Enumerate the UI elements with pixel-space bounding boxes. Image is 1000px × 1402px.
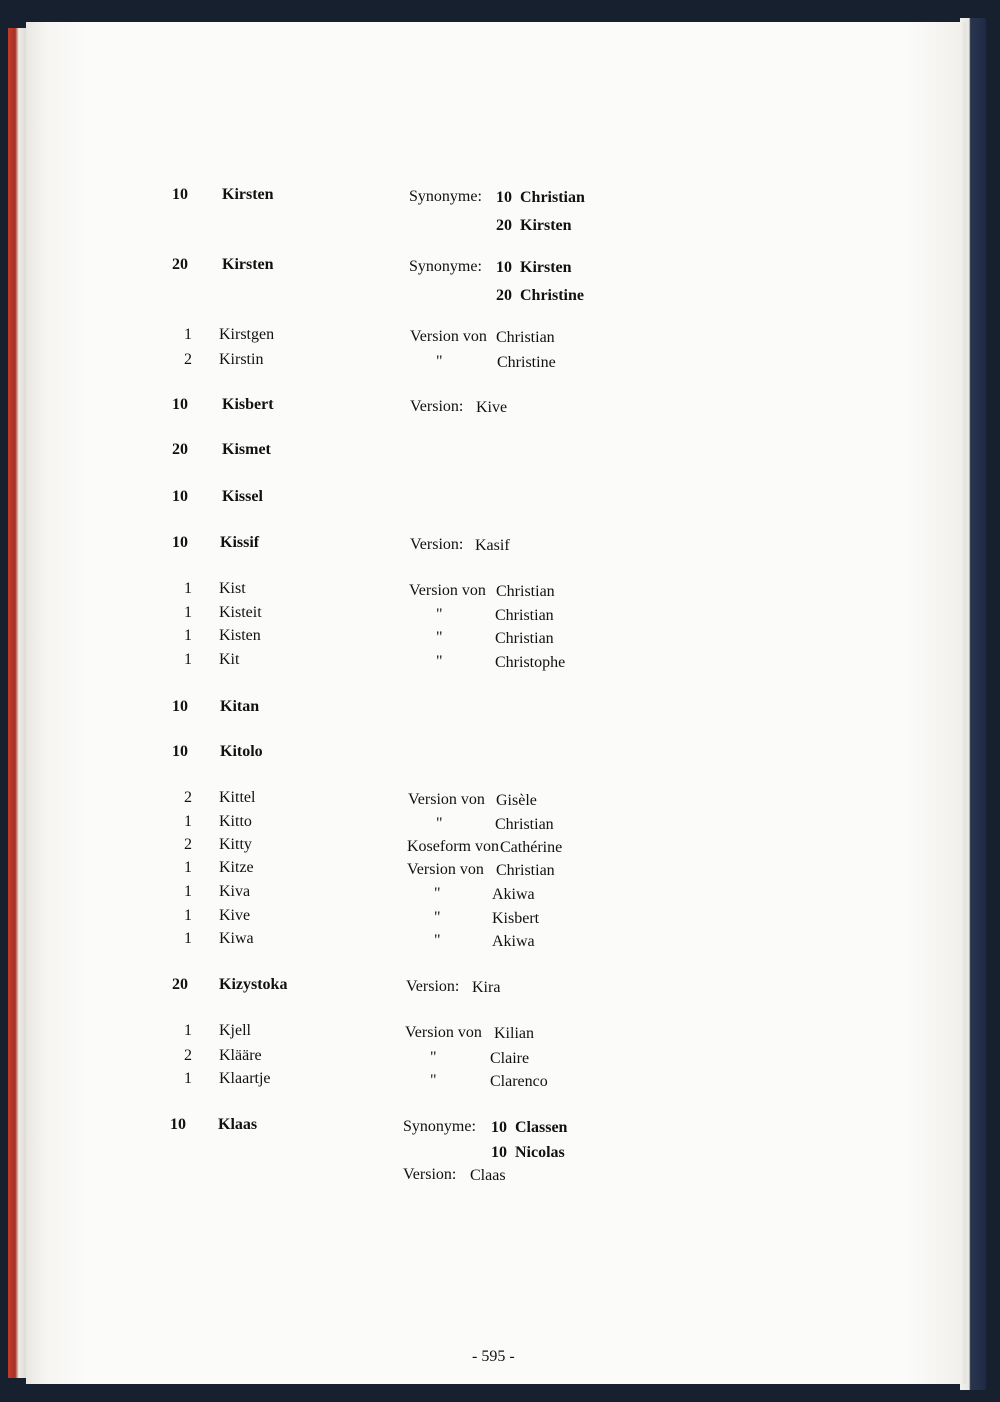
entry-note-label: Version von — [407, 861, 484, 878]
entry-number: 10 — [170, 1116, 186, 1133]
entry-number: 10 — [172, 534, 188, 551]
entry-number: 2 — [184, 836, 192, 853]
entry-note-label: " — [436, 629, 443, 646]
entry-number: 10 — [172, 186, 188, 203]
entry-name: Kisten — [219, 627, 261, 644]
entry-number: 10 — [172, 743, 188, 760]
entry-note-label: Version von — [409, 582, 486, 599]
entry-note-label: Synonyme: — [409, 188, 482, 205]
entry-number: 1 — [184, 907, 192, 924]
entry-note-label: Koseform von — [407, 838, 499, 855]
entry-name: Kitto — [219, 813, 252, 830]
entry-number: 1 — [184, 326, 192, 343]
entry-note-number: 20 — [496, 217, 512, 234]
entry-number: 1 — [184, 627, 192, 644]
entry-name: Kiwa — [219, 930, 254, 947]
entry-name: Kirstin — [219, 351, 264, 368]
entry-note-number: 10 — [491, 1144, 507, 1161]
entry-name: Kirsten — [222, 186, 274, 203]
entry-note-value: Christian — [495, 816, 554, 833]
entry-note-label: " — [430, 1049, 437, 1066]
entry-note-value: Kira — [472, 979, 501, 996]
entry-name: Kisteit — [219, 604, 262, 621]
entry-note-number: 10 — [496, 189, 512, 206]
entry-note-value: Nicolas — [515, 1144, 565, 1161]
entry-number: 20 — [172, 441, 188, 458]
entry-name: Kist — [219, 580, 246, 597]
entry-note-value: Christian — [495, 607, 554, 624]
entry-name: Kismet — [222, 441, 271, 458]
entry-note-label: " — [434, 885, 441, 902]
entry-note-label: " — [436, 653, 443, 670]
entry-number: 2 — [184, 351, 192, 368]
entry-number: 20 — [172, 256, 188, 273]
entry-note-value: Kive — [476, 399, 508, 416]
entry-note-number: 20 — [496, 287, 512, 304]
entry-name: Kissif — [220, 534, 260, 551]
entry-name: Kizystoka — [219, 976, 288, 993]
entry-name: Kit — [219, 651, 240, 668]
entry-number: 10 — [172, 396, 188, 413]
entry-note-value: Claire — [490, 1050, 530, 1067]
entry-number: 1 — [184, 1022, 192, 1039]
entry-name: Kirsten — [222, 256, 274, 273]
entry-number: 2 — [184, 789, 192, 806]
entry-name: Kitan — [220, 698, 260, 715]
entry-note-label: " — [436, 815, 443, 832]
entry-note-value: Christine — [520, 287, 584, 304]
entry-note-label: Synonyme: — [403, 1118, 476, 1135]
entry-name: Kiva — [219, 883, 251, 900]
entry-note-number: 10 — [496, 259, 512, 276]
entry-number: 1 — [184, 604, 192, 621]
entry-note-label: " — [436, 606, 443, 623]
entry-name: Klaartje — [219, 1070, 271, 1087]
entry-note-label: Version von — [410, 328, 487, 345]
entry-note-value: Kilian — [494, 1025, 534, 1042]
entry-name: Kissel — [222, 488, 263, 505]
entry-note-value: Christian — [496, 583, 555, 600]
entry-note-label: Version von — [408, 791, 485, 808]
entry-number: 10 — [172, 698, 188, 715]
entry-name: Kirstgen — [219, 326, 275, 343]
entry-number: 1 — [184, 859, 192, 876]
entry-note-label: Version: — [410, 536, 464, 553]
entry-note-value: Kirsten — [520, 259, 572, 276]
entry-note-value: Christine — [497, 354, 556, 371]
entry-note-label: Version von — [405, 1024, 482, 1041]
entry-note-value: Claas — [470, 1167, 506, 1184]
entry-name: Kittel — [219, 789, 256, 806]
entry-name: Kive — [219, 907, 251, 924]
entry-note-value: Akiwa — [492, 886, 535, 903]
entry-number: 1 — [184, 580, 192, 597]
entry-note-label: " — [434, 932, 441, 949]
entry-note-label: Version: — [410, 398, 464, 415]
entry-note-number: 10 — [491, 1119, 507, 1136]
entry-number: 1 — [184, 1070, 192, 1087]
entry-name: Kitze — [219, 859, 254, 876]
entry-note-value: Christian — [496, 329, 555, 346]
entry-number: 1 — [184, 883, 192, 900]
entry-note-value: Clarenco — [490, 1073, 548, 1090]
entry-note-label: Version: — [406, 978, 460, 995]
entry-note-value: Christian — [495, 630, 554, 647]
entry-name: Kitty — [219, 836, 252, 853]
entry-note-label: " — [436, 353, 443, 370]
entry-note-value: Kasif — [475, 537, 510, 554]
entry-note-label: Version: — [403, 1166, 457, 1183]
entry-note-value: Christophe — [495, 654, 566, 671]
page-edge-left — [8, 28, 26, 1378]
entry-number: 1 — [184, 813, 192, 830]
entry-note-label: " — [430, 1072, 437, 1089]
entry-note-label: " — [434, 909, 441, 926]
entry-name: Klaas — [218, 1116, 258, 1133]
entry-note-value: Kirsten — [520, 217, 572, 234]
entry-note-value: Gisèle — [496, 792, 537, 809]
entry-note-value: Kisbert — [492, 910, 540, 927]
entry-name: Kjell — [219, 1022, 251, 1039]
entry-number: 1 — [184, 930, 192, 947]
entry-note-value: Classen — [515, 1119, 568, 1136]
entry-name: Kitolo — [220, 743, 263, 760]
entry-number: 20 — [172, 976, 188, 993]
entry-note-value: Cathérine — [500, 839, 563, 856]
entry-note-value: Christian — [496, 862, 555, 879]
entry-number: 2 — [184, 1047, 192, 1064]
entry-number: 1 — [184, 651, 192, 668]
entry-note-value: Akiwa — [492, 933, 535, 950]
entry-note-value: Christian — [520, 189, 585, 206]
entry-name: Kisbert — [222, 396, 274, 413]
entry-note-label: Synonyme: — [409, 258, 482, 275]
entry-name: Klääre — [219, 1047, 262, 1064]
entry-number: 10 — [172, 488, 188, 505]
page-number: - 595 - — [472, 1348, 515, 1365]
